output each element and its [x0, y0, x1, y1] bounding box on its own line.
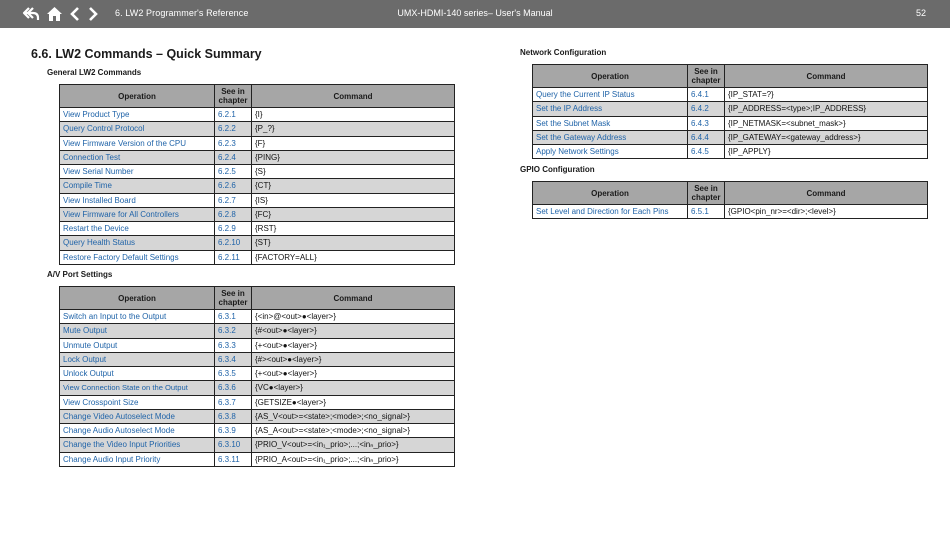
command-syntax: {F} [252, 136, 455, 150]
table-row [60, 165, 455, 179]
command-syntax: {IP_APPLY} [725, 145, 928, 159]
table-row [60, 409, 455, 423]
table-header-row [60, 287, 455, 310]
chapter-ref: 6.2.3 [215, 136, 252, 150]
chapter-ref: 6.2.2 [215, 122, 252, 136]
chapter-header-line2: chapter [218, 298, 248, 307]
command-syntax: {PRIO_V<out>=<in₁_prio>;...;<inₙ_prio>} [252, 438, 455, 452]
table-row [533, 116, 928, 130]
command-syntax: {GPIO<pin_nr>=<dir>;<level>} [725, 205, 928, 219]
chapter-column-header [688, 65, 725, 88]
command-syntax: {IP_STAT=?} [725, 88, 928, 102]
chapter-ref: 6.3.9 [215, 424, 252, 438]
table-row [60, 122, 455, 136]
command-syntax: {AS_V<out>=<state>;<mode>;<no_signal>} [252, 409, 455, 423]
operation-link[interactable]: Switch an Input to the Output [60, 310, 215, 324]
chapter-column-header [688, 182, 725, 205]
command-column-header: Command [725, 182, 928, 205]
operation-link[interactable]: Unmute Output [60, 338, 215, 352]
chapter-ref: 6.3.8 [215, 409, 252, 423]
table-row [60, 367, 455, 381]
command-column-header: Command [252, 85, 455, 108]
command-syntax: {IP_ADDRESS=<type>;IP_ADDRESS} [725, 102, 928, 116]
operation-link[interactable]: Set the Subnet Mask [533, 116, 688, 130]
operation-link[interactable]: Connection Test [60, 150, 215, 164]
chapter-ref: 6.3.4 [215, 352, 252, 366]
chapter-ref: 6.2.9 [215, 222, 252, 236]
table-row [533, 145, 928, 159]
chapter-header-line2: chapter [691, 76, 721, 85]
operation-link[interactable]: Lock Output [60, 352, 215, 366]
command-column-header: Command [252, 287, 455, 310]
command-syntax: {IS} [252, 193, 455, 207]
table-row [60, 395, 455, 409]
operation-column-header: Operation [533, 182, 688, 205]
network-configuration-heading: Network Configuration [520, 48, 607, 57]
chapter-ref: 6.2.6 [215, 179, 252, 193]
command-syntax: {PING} [252, 150, 455, 164]
chapter-ref: 6.2.10 [215, 236, 252, 250]
table-row [533, 88, 928, 102]
operation-link[interactable]: Restore Factory Default Settings [60, 250, 215, 264]
chapter-ref: 6.3.1 [215, 310, 252, 324]
chapter-title: 6. LW2 Programmer's Reference [115, 8, 249, 18]
command-syntax: {FC} [252, 207, 455, 221]
command-syntax: {+<out>●<layer>} [252, 338, 455, 352]
table-row [60, 381, 455, 395]
table-row [60, 452, 455, 466]
operation-link[interactable]: Restart the Device [60, 222, 215, 236]
top-bar [0, 0, 950, 28]
table-row [533, 102, 928, 116]
table-row [60, 179, 455, 193]
table-row [60, 424, 455, 438]
chapter-ref: 6.3.2 [215, 324, 252, 338]
command-column-header: Command [725, 65, 928, 88]
operation-link[interactable]: Mute Output [60, 324, 215, 338]
command-syntax: {CT} [252, 179, 455, 193]
command-syntax: {S} [252, 165, 455, 179]
table-row [60, 150, 455, 164]
av-port-settings-heading: A/V Port Settings [47, 270, 113, 279]
operation-link[interactable]: View Connection State on the Output [60, 381, 215, 395]
chapter-ref: 6.2.1 [215, 108, 252, 122]
chapter-ref: 6.2.8 [215, 207, 252, 221]
command-syntax: {FACTORY=ALL} [252, 250, 455, 264]
operation-link[interactable]: Set the IP Address [533, 102, 688, 116]
operation-link[interactable]: Query Control Protocol [60, 122, 215, 136]
chapter-ref: 6.4.5 [688, 145, 725, 159]
network-configuration-table [532, 64, 928, 159]
table-row [533, 130, 928, 144]
table-row [60, 324, 455, 338]
table-row [60, 250, 455, 264]
command-syntax: {<in>@<out>●<layer>} [252, 310, 455, 324]
general-commands-heading: General LW2 Commands [47, 68, 142, 77]
table-row [60, 310, 455, 324]
chapter-ref: 6.3.5 [215, 367, 252, 381]
operation-link[interactable]: Compile Time [60, 179, 215, 193]
operation-link[interactable]: Apply Network Settings [533, 145, 688, 159]
operation-column-header: Operation [60, 287, 215, 310]
chapter-column-header [215, 85, 252, 108]
operation-link[interactable]: View Serial Number [60, 165, 215, 179]
table-header-row [533, 182, 928, 205]
table-row [60, 207, 455, 221]
general-commands-table [59, 84, 455, 265]
table-row [533, 205, 928, 219]
table-row [60, 438, 455, 452]
command-syntax: {IP_GATEWAY=<gateway_address>} [725, 130, 928, 144]
chapter-ref: 6.4.1 [688, 88, 725, 102]
command-syntax: {+<out>●<layer>} [252, 367, 455, 381]
operation-link[interactable]: Set the Gateway Address [533, 130, 688, 144]
chapter-column-header [215, 287, 252, 310]
operation-link[interactable]: Change Audio Input Priority [60, 452, 215, 466]
command-syntax: {GETSIZE●<layer>} [252, 395, 455, 409]
chapter-header-line1: See in [694, 184, 718, 193]
table-row [60, 136, 455, 150]
table-row [60, 338, 455, 352]
chapter-ref: 6.5.1 [688, 205, 725, 219]
chapter-ref: 6.2.11 [215, 250, 252, 264]
table-row [60, 236, 455, 250]
operation-link[interactable]: View Installed Board [60, 193, 215, 207]
command-syntax: {IP_NETMASK=<subnet_mask>} [725, 116, 928, 130]
chapter-ref: 6.2.4 [215, 150, 252, 164]
command-syntax: {PRIO_A<out>=<in₁_prio>;...;<inₙ_prio>} [252, 452, 455, 466]
chapter-ref: 6.2.7 [215, 193, 252, 207]
chapter-ref: 6.3.3 [215, 338, 252, 352]
command-syntax: {RST} [252, 222, 455, 236]
operation-link[interactable]: Query the Current IP Status [533, 88, 688, 102]
chapter-header-line1: See in [221, 289, 245, 298]
table-row [60, 108, 455, 122]
operation-link[interactable]: Query Health Status [60, 236, 215, 250]
command-syntax: {P_?} [252, 122, 455, 136]
operation-link[interactable]: View Firmware for All Controllers [60, 207, 215, 221]
chapter-ref: 6.2.5 [215, 165, 252, 179]
command-syntax: {ST} [252, 236, 455, 250]
chapter-header-line2: chapter [218, 96, 248, 105]
operation-column-header: Operation [533, 65, 688, 88]
operation-link[interactable]: Change Video Autoselect Mode [60, 409, 215, 423]
page-number: 52 [915, 8, 926, 18]
av-port-settings-table [59, 286, 455, 467]
chapter-ref: 6.4.2 [688, 102, 725, 116]
operation-link[interactable]: Change the Video Input Priorities [60, 438, 215, 452]
chapter-ref: 6.4.3 [688, 116, 725, 130]
operation-column-header: Operation [60, 85, 215, 108]
command-syntax: {I} [252, 108, 455, 122]
gpio-configuration-heading: GPIO Configuration [520, 165, 595, 174]
operation-link[interactable]: Unlock Output [60, 367, 215, 381]
chapter-ref: 6.4.4 [688, 130, 725, 144]
command-syntax: {#><out>●<layer>} [252, 352, 455, 366]
chapter-ref: 6.3.7 [215, 395, 252, 409]
chapter-header-line2: chapter [691, 193, 721, 202]
chapter-header-line1: See in [221, 87, 245, 96]
operation-link[interactable]: Change Audio Autoselect Mode [60, 424, 215, 438]
table-header-row [60, 85, 455, 108]
table-header-row [533, 65, 928, 88]
gpio-configuration-table [532, 181, 928, 219]
command-syntax: {#<out>●<layer>} [252, 324, 455, 338]
operation-link[interactable]: View Product Type [60, 108, 215, 122]
chapter-ref: 6.3.6 [215, 381, 252, 395]
table-row [60, 193, 455, 207]
document-title: UMX-HDMI-140 series– User's Manual [397, 8, 553, 18]
table-row [60, 352, 455, 366]
command-syntax: {AS_A<out>=<state>;<mode>;<no_signal>} [252, 424, 455, 438]
operation-link[interactable]: View Firmware Version of the CPU [60, 136, 215, 150]
chapter-ref: 6.3.10 [215, 438, 252, 452]
chapter-ref: 6.3.11 [215, 452, 252, 466]
chapter-header-line1: See in [694, 67, 718, 76]
operation-link[interactable]: View Crosspoint Size [60, 395, 215, 409]
section-title: 6.6. LW2 Commands – Quick Summary [31, 47, 262, 61]
table-row [60, 222, 455, 236]
command-syntax: {VC●<layer>} [252, 381, 455, 395]
operation-link[interactable]: Set Level and Direction for Each Pins [533, 205, 688, 219]
